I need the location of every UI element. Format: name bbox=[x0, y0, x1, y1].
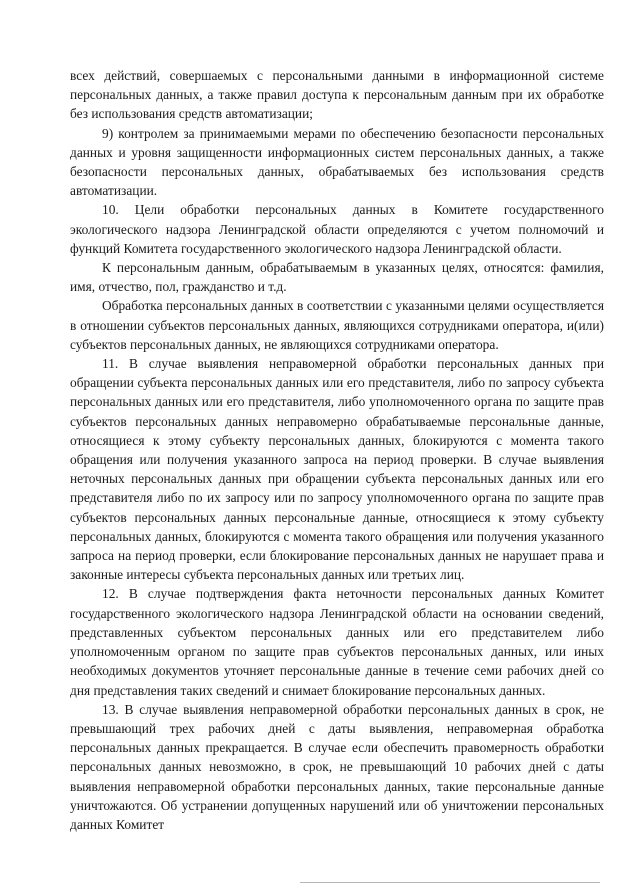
paragraph-item-13: 13. В случае выявления неправомерной обработки персональных данных в срок, не превышающий трех рабочих дней с даты выявления, неправомерная обработка персональных данных прекращается. В случае если обеспечить правомерность обработки персональных данных невозможно, в срок, не превышающий 10 рабочих дней с даты выявления неправомерной обработки персональных данных, такие персональные данные уничтожаются. Об устранении допущенных нарушений или об уничтожении персональных данных Комитет bbox=[70, 701, 604, 832]
paragraph-categories: К персональным данным, обрабатываемым в указанных целях, относятся: фамилия, имя, отчество, пол, гражданство и т.д. bbox=[70, 260, 604, 295]
document-page bbox=[70, 66, 604, 834]
paragraph-item-11: 11. В случае выявления неправомерной обработки персональных данных при обращении субъекта персональных данных или его представителя, либо по запросу субъекта персональных данных или его представителя, либо уполномоченного органа по защите прав субъектов персональных данных неправомерно обрабатываемые персональные данные, относящиеся к этому субъекту персональных данных, блокируются с момента такого обращения или получения указанного запроса на период проверки. В случае выявления неточных персональных данных при обращении субъекта персональных данных или его представителя либо по их запросу или по запросу уполномоченного органа по защите прав субъектов персональных данных персональные данные, относящиеся к этому субъекту персональных данных, блокируются с момента такого обращения или получения указанного запроса на период проверки, если блокирование персональных данных не нарушает права и законные интересы субъекта персональных данных или третьих лиц. bbox=[70, 356, 604, 583]
paragraph-item-12: 12. В случае подтверждения факта неточности персональных данных Комитет государственного экологического надзора Ленинградской области на основании сведений, представленных субъектом персональных данных или его представителем либо уполномоченным органом по защите прав субъектов персональных данных, или иных необходимых документов уточняет персональные данные в течение семи рабочих дней со дня представления таких сведений и снимает блокирование персональных данных. bbox=[70, 586, 604, 698]
paragraph-subjects: Обработка персональных данных в соответствии с указанными целями осуществляется в отношении субъектов персональных данных, являющихся сотрудниками оператора, и(или) субъектов персональных данных, не являющихся сотрудниками оператора. bbox=[70, 298, 604, 352]
paragraph-item-9: 9) контролем за принимаемыми мерами по обеспечению безопасности персональных данных и уровня защищенности информационных систем персональных данных, а также безопасности персональных данных, обрабатываемых без использования средств автоматизации. bbox=[70, 125, 604, 199]
paragraph-item-10: 10. Цели обработки персональных данных в Комитете государственного экологического надзора Ленинградской области определяются с учетом полномочий и функций Комитета государственного экологического надзора Ленинградской области. bbox=[70, 202, 604, 256]
paragraph-continuation: всех действий, совершаемых с персональными данными в информационной системе персональных данных, а также правил доступа к персональным данным при их обработке без использования средств автоматизации; bbox=[70, 68, 604, 122]
footer-rule bbox=[300, 882, 600, 883]
